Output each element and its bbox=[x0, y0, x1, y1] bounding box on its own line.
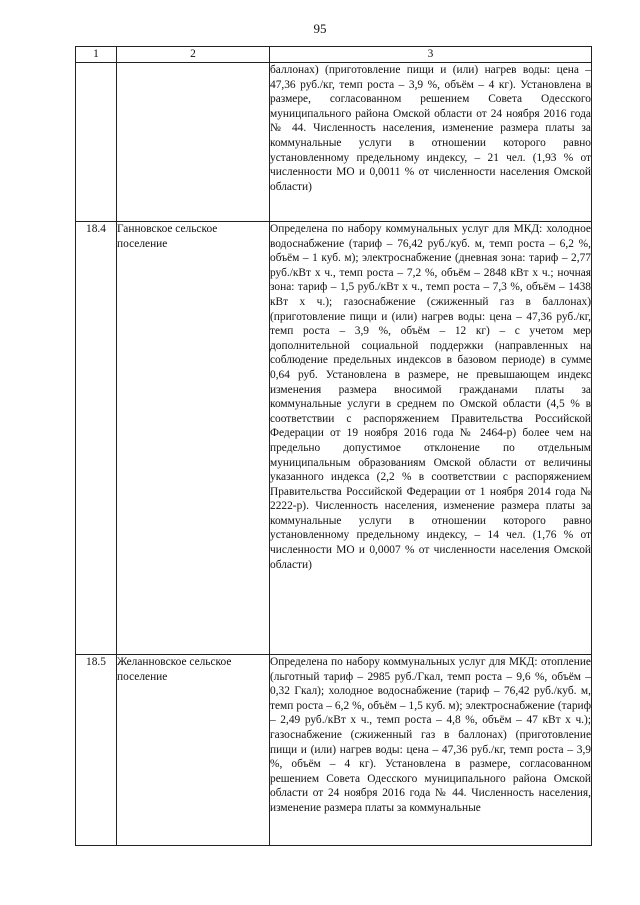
row-number: 18.4 bbox=[76, 222, 117, 655]
row-description: Определена по набору коммунальных услуг для МКД: отопление (льготный тариф – 2985 руб./Гкал, темп роста – 9,6 %, объём – 0,32 Гкал); холодное водоснабжение (тариф – 76,42 руб./куб. м, темп роста – 6,2 %, объём – 1,5 куб. м); электроснабжение (тариф – 2,49 руб./кВт х ч., темп роста – 4,8 %, объём – 47 кВт х ч.); газоснабжение (сжиженный газ в баллонах) (приготовление пищи и (или) нагрев воды: цена – 47,36 руб./кг, темп роста – 3,9 %, объём – 4 кг). Установлена в размере, согласованном решением Совета Одесского муниципального района Омской области от 24 ноября 2016 года № 44. Численность населения, изменение размера платы за коммунальные bbox=[270, 655, 592, 846]
settlement-name: Желанновское сельское поселение bbox=[117, 655, 270, 846]
header-col-2: 2 bbox=[117, 47, 270, 63]
tariff-table bbox=[75, 46, 592, 846]
table-header-row bbox=[76, 47, 592, 63]
row-number bbox=[76, 63, 117, 222]
table-row bbox=[76, 63, 592, 222]
header-col-3: 3 bbox=[270, 47, 592, 63]
settlement-name bbox=[117, 63, 270, 222]
table-row bbox=[76, 655, 592, 846]
row-description: баллонах) (приготовление пищи и (или) нагрев воды: цена – 47,36 руб./кг, темп роста – 3,9 %, объём – 4 кг). Установлена в размере, согласованном решением Совета Одесского муниципального района Омской области от 24 ноября 2016 года № 44. Численность населения, изменение размера платы за коммунальные услуги в отношении которого равно установленному предельному индексу, – 21 чел. (1,93 % от численности МО и 0,0011 % от численности населения Омской области) bbox=[270, 63, 592, 222]
page-number: 95 bbox=[313, 21, 327, 36]
row-number: 18.5 bbox=[76, 655, 117, 846]
settlement-name: Ганновское сельское поселение bbox=[117, 222, 270, 655]
header-col-1: 1 bbox=[76, 47, 117, 63]
row-description: Определена по набору коммунальных услуг для МКД: холодное водоснабжение (тариф – 76,42 руб./куб. м, темп роста – 6,2 %, объём – 1 куб. м); электроснабжение (дневная зона: тариф – 2,77 руб./кВт х ч., темп роста – 7,2 %, объём – 2848 кВт х ч.; ночная зона: тариф – 1,5 руб./кВт х ч., темп роста – 7,3 %, объём – 1438 кВт х ч.); газоснабжение (сжиженный газ в баллонах) (приготовление пищи и (или) нагрев воды: цена – 47,36 руб./кг, темп роста – 3,9 %, объём – 12 кг) – с учетом мер дополнительной социальной поддержки (направленных на соблюдение предельных индексов в базовом периоде) в сумме 0,64 руб. Установлена в размере, не превышающем индекс изменения размера вносимой гражданами платы за коммунальные услуги в среднем по Омской области (4,5 % в соответствии с распоряжением Правительства Российской Федерации от 19 ноября 2016 года № 2464-р) более чем на предельно допустимое отклонение по отдельным муниципальным образованиям Омской области от величины указанного индекса (2,2 % в соответствии с распоряжением Правительства Российской Федерации от 1 ноября 2014 года № 2222-р). Численность населения, изменение размера платы за коммунальные услуги в отношении которого равно установленному предельному индексу, – 14 чел. (1,76 % от численности МО и 0,0007 % от численности населения Омской области) bbox=[270, 222, 592, 655]
table-row bbox=[76, 222, 592, 655]
